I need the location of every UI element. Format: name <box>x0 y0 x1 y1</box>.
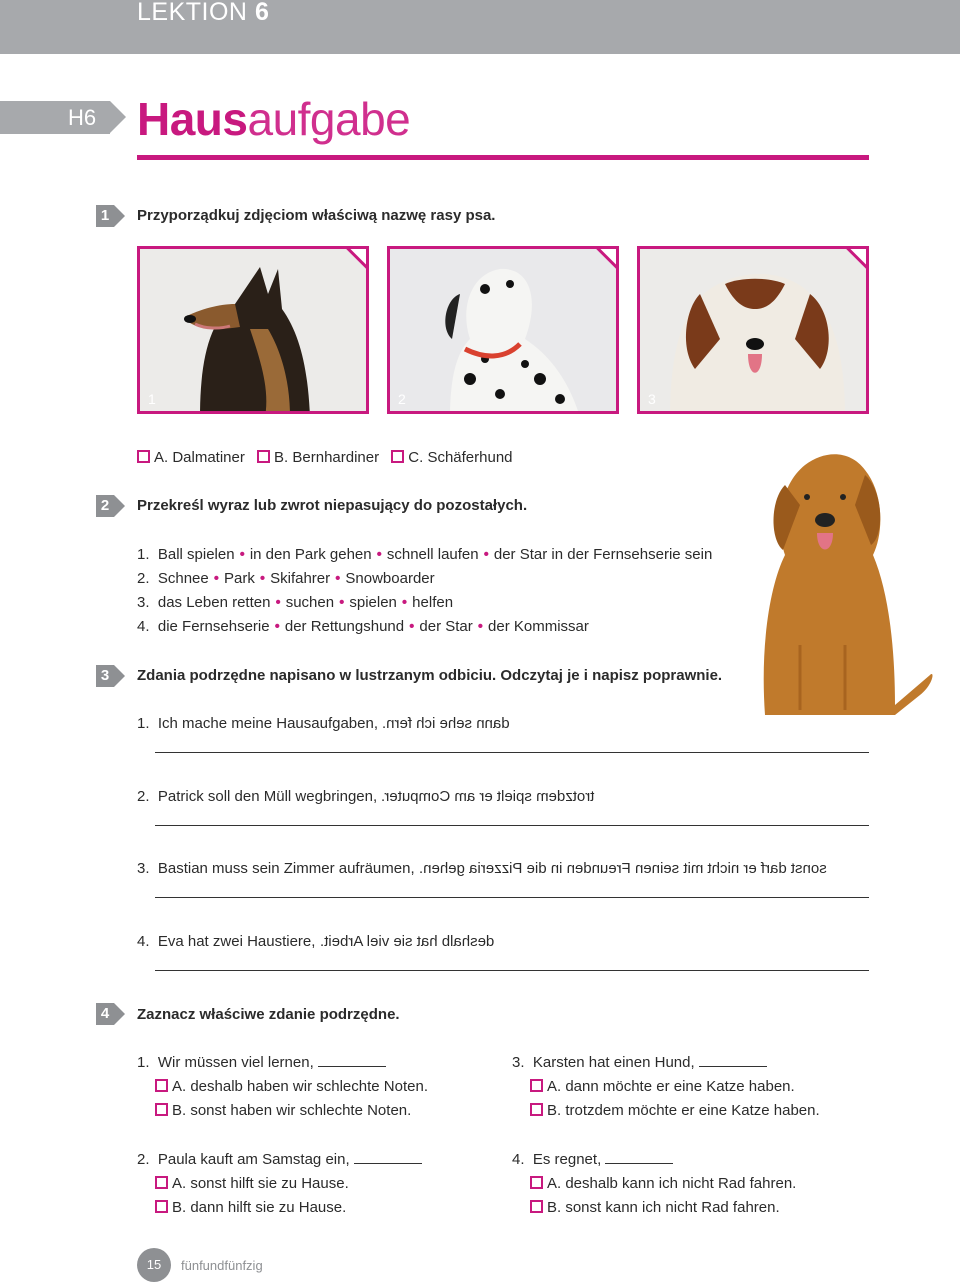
ex2-item-3: 3. das Leben retten • suchen • spielen • helfen <box>137 594 454 611</box>
ex4-item-2-option-b[interactable]: B. dann hilft sie zu Hause. <box>155 1199 346 1216</box>
option-c[interactable]: C. Schäferhund <box>391 449 512 466</box>
exercise-4-instruction: Zaznacz właściwe zdanie podrzędne. <box>137 1006 400 1023</box>
golden-retriever-photo-icon <box>745 445 935 715</box>
word[interactable]: die Fernsehserie <box>157 618 270 635</box>
checkbox[interactable] <box>155 1079 168 1092</box>
option-b[interactable]: B. Bernhardiner <box>257 449 379 466</box>
ex4-item-4-stem: 4. Es regnet, <box>512 1151 673 1168</box>
checkbox[interactable] <box>530 1103 543 1116</box>
ex4-item-1-stem: 1. Wir müssen viel lernen, <box>137 1054 386 1071</box>
answer-line-4[interactable] <box>155 970 869 971</box>
word[interactable]: der Star in der Fernsehserie sein <box>493 546 713 563</box>
exercise-number-3: 3 <box>96 665 114 687</box>
exercise-number-4: 4 <box>96 1003 114 1025</box>
word[interactable]: spielen <box>349 594 397 611</box>
word[interactable]: Schnee <box>157 570 209 587</box>
exercise-1-instruction: Przyporządkuj zdjęciom właściwą nazwę rasy psa. <box>137 207 496 224</box>
checkbox[interactable] <box>137 450 150 463</box>
mirrored-clause: trotzdem spielt er am Computer. <box>381 788 595 805</box>
page-number-word: fünfundfünfzig <box>181 1258 263 1273</box>
ex2-item-2: 2. Schnee • Park • Skifahrer • Snowboarder <box>137 570 435 587</box>
ex4-item-1-option-b[interactable]: B. sonst haben wir schlechte Noten. <box>155 1102 411 1119</box>
ex4-item-2-option-a[interactable]: A. sonst hilft sie zu Hause. <box>155 1175 349 1192</box>
breed-options <box>137 449 521 466</box>
word[interactable]: der Kommissar <box>488 618 589 635</box>
exercise-2-instruction: Przekreśl wyraz lub zwrot niepasujący do pozostałych. <box>137 497 528 514</box>
ex2-item-1: 1. Ball spielen • in den Park gehen • schnell laufen • der Star in der Fernsehserie sein <box>137 546 713 563</box>
mirrored-clause: sonst darf er nicht mit seinen Freunden in die Pizzeria gehen. <box>418 860 827 877</box>
word[interactable]: das Leben retten <box>157 594 271 611</box>
ex4-item-3-option-a[interactable]: A. dann möchte er eine Katze haben. <box>530 1078 795 1095</box>
checkbox[interactable] <box>530 1200 543 1213</box>
word[interactable]: Skifahrer <box>270 570 331 587</box>
dalmatian-photo-icon <box>390 249 619 414</box>
checkbox[interactable] <box>530 1079 543 1092</box>
word[interactable]: helfen <box>412 594 454 611</box>
answer-line-1[interactable] <box>155 752 869 753</box>
checkbox[interactable] <box>155 1176 168 1189</box>
ex3-item-1: 1. Ich mache meine Hausaufgaben, dann sehe ich fern. <box>137 715 510 732</box>
word[interactable]: suchen <box>285 594 335 611</box>
ex4-item-4-option-b[interactable]: B. sonst kann ich nicht Rad fahren. <box>530 1199 780 1216</box>
blank <box>318 1055 386 1067</box>
answer-line-3[interactable] <box>155 897 869 898</box>
word[interactable]: Snowboarder <box>345 570 435 587</box>
ex4-item-4-option-a[interactable]: A. deshalb kann ich nicht Rad fahren. <box>530 1175 796 1192</box>
ex2-item-4: 4. die Fernsehserie • der Rettungshund • der Star • der Kommissar <box>137 618 589 635</box>
checkbox[interactable] <box>155 1103 168 1116</box>
word[interactable]: der Rettungshund <box>284 618 405 635</box>
ex3-item-3: 3. Bastian muss sein Zimmer aufräumen, sonst darf er nicht mit seinen Freunden in die Pizzeria gehen. <box>137 860 827 877</box>
mirrored-clause: deshalb hat sie viel Arbeit. <box>319 933 494 950</box>
checkbox[interactable] <box>155 1200 168 1213</box>
mirrored-clause: dann sehe ich fern. <box>382 715 510 732</box>
ex4-item-3-stem: 3. Karsten hat einen Hund, <box>512 1054 767 1071</box>
lesson-label: LEKTION 6 <box>137 0 270 26</box>
photo-1 <box>137 246 369 414</box>
blank <box>605 1152 673 1164</box>
ex4-item-3-option-b[interactable]: B. trotzdem möchte er eine Katze haben. <box>530 1102 820 1119</box>
option-a[interactable]: A. Dalmatiner <box>137 449 245 466</box>
word[interactable]: in den Park gehen <box>249 546 372 563</box>
photo-2 <box>387 246 619 414</box>
ex4-item-1-option-a[interactable]: A. deshalb haben wir schlechte Noten. <box>155 1078 428 1095</box>
word[interactable]: der Star <box>419 618 473 635</box>
ex4-item-2-stem: 2. Paula kauft am Samstag ein, <box>137 1151 422 1168</box>
word[interactable]: schnell laufen <box>386 546 479 563</box>
photo-label-2: 2 <box>398 391 406 407</box>
german-shepherd-photo-icon <box>140 249 369 414</box>
checkbox[interactable] <box>530 1176 543 1189</box>
top-bar <box>0 0 960 54</box>
exercise-number-1: 1 <box>96 205 114 227</box>
photo-3 <box>637 246 869 414</box>
exercise-3-instruction: Zdania podrzędne napisano w lustrzanym odbiciu. Odczytaj je i napisz poprawnie. <box>137 667 723 684</box>
saint-bernard-photo-icon <box>640 249 869 414</box>
blank <box>354 1152 422 1164</box>
exercise-number-2: 2 <box>96 495 114 517</box>
title-rule <box>137 155 869 160</box>
page-title: Hausaufgabe <box>137 93 411 145</box>
blank <box>699 1055 767 1067</box>
ex3-item-2: 2. Patrick soll den Müll wegbringen, trotzdem spielt er am Computer. <box>137 788 595 805</box>
page-number: 15 <box>137 1248 171 1282</box>
word[interactable]: Park <box>224 570 255 587</box>
photo-label-3: 3 <box>648 391 656 407</box>
photo-label-1: 1 <box>148 391 156 407</box>
ex3-item-4: 4. Eva hat zwei Haustiere, deshalb hat sie viel Arbeit. <box>137 933 494 950</box>
checkbox[interactable] <box>257 450 270 463</box>
checkbox[interactable] <box>391 450 404 463</box>
section-code: H6 <box>0 101 110 134</box>
word[interactable]: Ball spielen <box>157 546 235 563</box>
answer-line-2[interactable] <box>155 825 869 826</box>
